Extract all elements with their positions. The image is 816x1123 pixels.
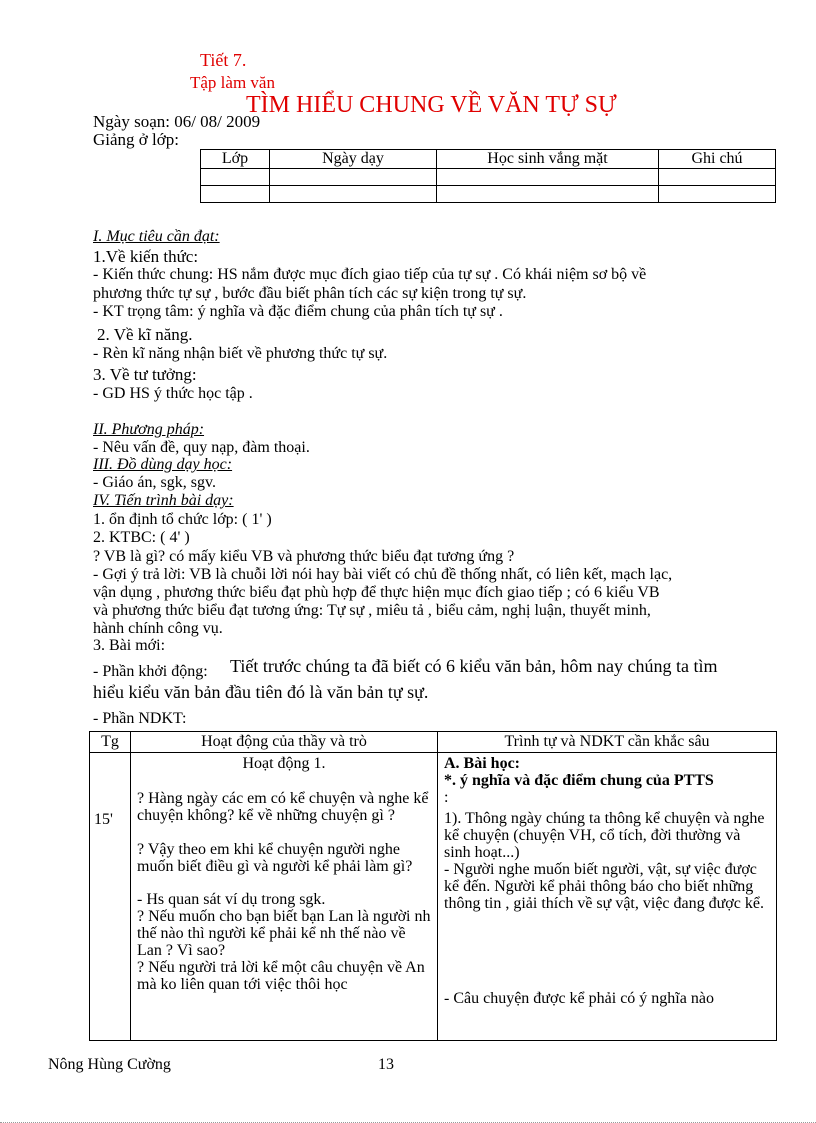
activity-question: ? Nếu người trả lời kể một câu chuyện về An mà ko liên quan tới việc thôi học [137,959,425,993]
skills-line: - Rèn kĩ năng nhận biết về phương thức tự sự. [93,345,388,362]
content-paragraph: - Câu chuyện được kể phải có ý nghĩa nào [444,990,714,1007]
intro-text: Tiết trước chúng ta đã biết có 6 kiểu văn bản, hôm nay chúng ta tìm [230,656,718,676]
activity-question: ? Nếu muốn cho bạn biết bạn Lan là người nh thế nào thì người kể phải kể nh thế nào về Lan ? Vì sao? [137,908,431,959]
activity-question: ? Vậy theo em khi kể chuyện người nghe muốn biết điều gì và người kể phải làm gì? [137,841,413,875]
procedure-line: và phương thức biểu đạt tương ứng: Tự sự , miêu tả , biểu cảm, nghị luận, thuyết minh, [93,602,651,619]
attitude-line: - GD HS ý thức học tập . [93,385,253,402]
content-paragraph: - Người nghe muốn biết người, vật, sự việc được kể đến. Người kể phải thông báo cho biết những thông tin , giải thích về sự vật, việc đang được kể. [444,861,764,912]
activity-note: - Hs quan sát ví dụ trong sgk. [137,891,326,908]
col-header-notes: Ghi chú [659,150,776,169]
content-heading: A. Bài học: [444,755,520,772]
knowledge-heading: 1.Về kiến thức: [93,247,199,266]
activity-cell [131,753,438,1041]
time-cell [90,753,131,1041]
materials-heading: III. Đồ dùng dạy học: [93,456,233,473]
procedure-line: 1. ổn định tổ chức lớp: ( 1' ) [93,511,272,528]
ndkt-label: - Phần NDKT: [93,710,187,727]
methods-heading: II. Phương pháp: [93,421,205,438]
intro-label: - Phần khởi động: [93,663,208,680]
class-label: Giảng ở lớp: [93,130,179,149]
content-colon: : [444,789,449,806]
activity-title: Hoạt động 1. [242,755,326,772]
attendance-table [200,149,776,203]
table-cell [437,186,659,203]
col-header-class: Lớp [201,150,270,169]
time-value: 15' [94,811,113,828]
knowledge-line: phương thức tự sự , bước đầu biết phân tích các sự kiện trong tự sự. [93,285,527,302]
activity-question: ? Hàng ngày các em có kể chuyện và nghe kể chuyện không? kể về những chuyện gì ? [137,790,429,824]
col-header-content: Trình tự và NDKT cần khắc sâu [438,732,777,753]
table-cell [201,186,270,203]
date-label: Ngày soạn: 06/ 08/ 2009 [93,112,261,131]
col-header-absent: Học sinh vắng mặt [437,150,659,169]
col-header-date: Ngày dạy [270,150,437,169]
objectives-heading: I. Mục tiêu cần đạt: [93,228,220,245]
table-cell [270,169,437,186]
methods-line: - Nêu vấn đề, quy nạp, đàm thoại. [93,439,310,456]
footer-author: Nông Hùng Cường [48,1056,171,1073]
page-number: 13 [378,1056,394,1073]
table-cell [659,186,776,203]
lesson-table [89,731,777,1041]
procedure-heading: IV. Tiến trình bài dạy: [93,492,234,509]
knowledge-line: - Kiến thức chung: HS nắm được mục đích giao tiếp của tự sự . Có khái niệm sơ bộ về [93,266,647,283]
table-cell [437,169,659,186]
content-subheading: *. ý nghĩa và đặc điểm chung của PTTS [444,772,714,789]
table-cell [659,169,776,186]
table-cell [270,186,437,203]
content-cell [438,753,777,1041]
materials-line: - Giáo án, sgk, sgv. [93,474,216,491]
attitude-heading: 3. Về tư tưởng: [93,365,197,384]
subject-label: Tập làm văn [190,73,275,92]
content-paragraph: 1). Thông ngày chúng ta thông kể chuyện và nghe kể chuyện (chuyện VH, cổ tích, đời thường và sinh hoạt...) [444,810,765,861]
procedure-line: 2. KTBC: ( 4' ) [93,529,190,546]
table-cell [201,169,270,186]
procedure-line: hành chính công vụ. [93,620,223,637]
skills-heading: 2. Về kĩ năng. [97,325,193,344]
procedure-line: vận dụng , phương thức biểu đạt phù hợp để thực hiện mục đích giao tiếp ; có 6 kiểu VB [93,584,660,601]
col-header-time: Tg [90,732,131,753]
procedure-line: ? VB là gì? có mấy kiểu VB và phương thức biểu đạt tương ứng ? [93,548,515,565]
knowledge-line: - KT trọng tâm: ý nghĩa và đặc điểm chung của phân tích tự sự . [93,303,503,320]
page-title: TÌM HIỂU CHUNG VỀ VĂN TỰ SỰ [246,92,617,118]
col-header-activity: Hoạt động của thầy và trò [131,732,438,753]
intro-text: hiểu kiểu văn bản đầu tiên đó là văn bản tự sự. [93,682,429,702]
lesson-number: Tiết 7. [200,50,247,70]
procedure-line: - Gợi ý trả lời: VB là chuỗi lời nói hay bài viết có chủ đề thống nhất, có liên kết, mạch lạc, [93,566,673,583]
procedure-line: 3. Bài mới: [93,637,166,654]
